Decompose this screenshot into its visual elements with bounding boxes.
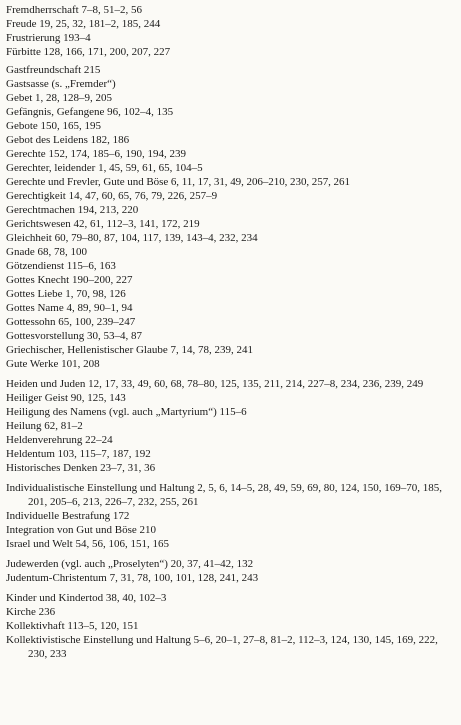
index-entry: Frustrierung 193–4 [6, 32, 91, 44]
index-entry: Freude 19, 25, 32, 181–2, 185, 244 [6, 18, 161, 30]
index-entry: Gottes Liebe 1, 70, 98, 126 [6, 288, 126, 300]
index-entry: Gebet 1, 28, 128–9, 205 [6, 92, 113, 104]
index-entry: Gerechter, leidender 1, 45, 59, 61, 65, 104–5 [6, 162, 203, 174]
index-entry: Kinder und Kindertod 38, 40, 102–3 [6, 592, 167, 604]
index-entry: Heldentum 103, 115–7, 187, 192 [6, 448, 151, 460]
index-entry: Gerechte und Frevler, Gute und Böse 6, 11, 17, 31, 49, 206–210, 230, 257, 261 [6, 176, 350, 188]
index-entry: Judewerden (vgl. auch „Proselyten“) 20, 37, 41–42, 132 [6, 558, 254, 570]
index-entry: Fürbitte 128, 166, 171, 200, 207, 227 [6, 46, 171, 58]
index-entry: Historisches Denken 23–7, 31, 36 [6, 462, 156, 474]
index-entry: Gnade 68, 78, 100 [6, 246, 87, 258]
index-entry: Israel und Welt 54, 56, 106, 151, 165 [6, 538, 169, 550]
index-entry: Individuelle Bestrafung 172 [6, 510, 130, 522]
index-entry: Gebot des Leidens 182, 186 [6, 134, 130, 146]
index-entry: Gottessohn 65, 100, 239–247 [6, 316, 136, 328]
index-entry: Gerichtswesen 42, 61, 112–3, 141, 172, 219 [6, 218, 200, 230]
index-entry: Gerechte 152, 174, 185–6, 190, 194, 239 [6, 148, 186, 160]
index-entry: Gerechtigkeit 14, 47, 60, 65, 76, 79, 226, 257–9 [6, 190, 218, 202]
index-entry: Heiliger Geist 90, 125, 143 [6, 392, 126, 404]
index-entry: Gottes Knecht 190–200, 227 [6, 274, 133, 286]
index-entry: Gefängnis, Gefangene 96, 102–4, 135 [6, 106, 174, 118]
index-entry: Gute Werke 101, 208 [6, 358, 100, 370]
index-entry: Individualistische Einstellung und Haltung 2, 5, 6, 14–5, 28, 49, 59, 69, 80, 124, 150, 169–70, 185, 201, 205–6, 213, 226–7, 232, 255, 261 [6, 482, 443, 508]
index-entry: Gastfreundschaft 215 [6, 64, 101, 76]
index-entry: Kollektivistische Einstellung und Haltung 5–6, 20–1, 27–8, 81–2, 112–3, 124, 130, 145, 169, 222, 230, 233 [6, 634, 438, 660]
index-entry: Heiligung des Namens (vgl. auch „Martyrium“) 115–6 [6, 406, 247, 418]
index-entry: Heilung 62, 81–2 [6, 420, 83, 432]
index-entry: Gleichheit 60, 79–80, 87, 104, 117, 139, 143–4, 232, 234 [6, 232, 258, 244]
index-entry: Kollektivhaft 113–5, 120, 151 [6, 620, 139, 632]
index-entry: Gottes Name 4, 89, 90–1, 94 [6, 302, 133, 314]
index-entry: Heiden und Juden 12, 17, 33, 49, 60, 68, 78–80, 125, 135, 211, 214, 227–8, 234, 236, 239, 249 [6, 378, 424, 390]
index-entry: Heldenverehrung 22–24 [6, 434, 113, 446]
index-entry: Fremdherrschaft 7–8, 51–2, 56 [6, 4, 142, 16]
index-entry: Griechischer, Hellenistischer Glaube 7, 14, 78, 239, 241 [6, 344, 253, 356]
index-entry: Götzendienst 115–6, 163 [6, 260, 116, 272]
index-entry: Gebote 150, 165, 195 [6, 120, 102, 132]
index-entry: Integration von Gut und Böse 210 [6, 524, 157, 536]
index-entry: Judentum-Christentum 7, 31, 78, 100, 101, 128, 241, 243 [6, 572, 259, 584]
index-entry: Kirche 236 [6, 606, 56, 618]
index-entry: Gottesvorstellung 30, 53–4, 87 [6, 330, 142, 342]
index-entry: Gerechtmachen 194, 213, 220 [6, 204, 139, 216]
index-entry: Gastsasse (s. „Fremder“) [6, 78, 116, 90]
